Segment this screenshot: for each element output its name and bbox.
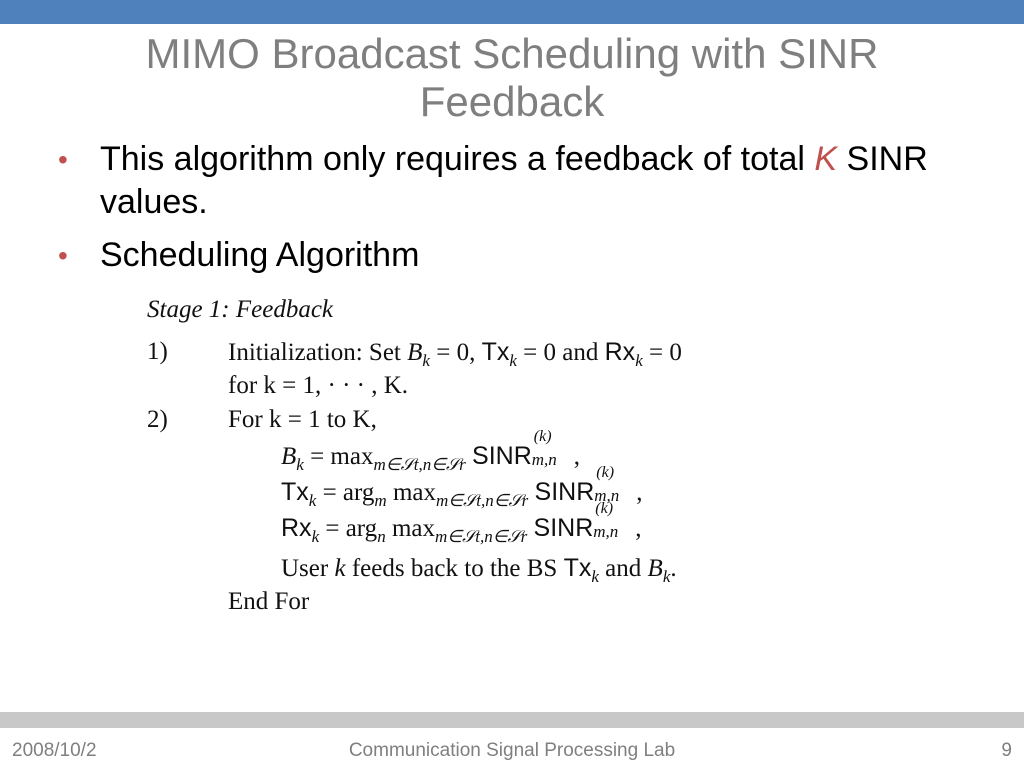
page-number: 9: [1001, 740, 1012, 761]
max-op: = max: [310, 443, 374, 470]
eq-zero: = 0,: [436, 339, 476, 366]
sub-k: k: [308, 491, 317, 510]
eq-zero: = 0: [648, 339, 682, 366]
max-subscript: m∈𝒮t,n∈𝒮r: [435, 491, 529, 510]
sub-k: k: [509, 351, 517, 370]
slide-title: MIMO Broadcast Scheduling with SINR Feedback: [145, 30, 879, 125]
rx-line: $Rx_k = arg_n$ $\max_{m\in 𝒮t,n\in 𝒮r}$ SINR (k) m,n ,: [281, 500, 642, 546]
max-op: max: [392, 479, 436, 506]
var-tx: Tx: [281, 478, 309, 506]
footer-bar: [0, 712, 1024, 728]
max-op: max: [391, 515, 435, 542]
init-line: [228, 338, 682, 371]
bullet-item-scheduling: [58, 234, 958, 277]
sinr-indices: (k) m,n: [594, 464, 620, 505]
var-tx: Tx: [563, 554, 592, 582]
sub-k: k: [662, 567, 671, 586]
sub-k: k: [311, 527, 320, 546]
bullet-text-end: SINR values.: [100, 140, 928, 221]
arg-op: = arg: [322, 479, 375, 506]
bullet-dot-icon: •: [58, 240, 68, 271]
algorithm-block: [147, 296, 867, 626]
eq-zero: = 0: [523, 339, 557, 366]
sub-k: k: [635, 351, 643, 370]
sinr-indices: (k) m,n: [531, 428, 557, 469]
footer-date: 2008/10/2: [12, 740, 97, 761]
arg-op: = arg: [325, 515, 378, 542]
var-b: B: [281, 443, 297, 470]
sinr: SINR: [534, 478, 595, 506]
bullet-text: Scheduling Algorithm: [100, 236, 420, 274]
user-text: User: [281, 555, 329, 582]
var-b: B: [407, 339, 423, 366]
max-subscript: m∈𝒮t,n∈𝒮r: [373, 455, 466, 474]
stage-heading: Stage 1: Feedback: [147, 296, 334, 323]
tx-line: $Tx_k = arg_m$ $\max_{m\in 𝒮t,n\in 𝒮r}$ SINR (k) m,n ,: [281, 464, 643, 510]
arg-sub: n: [377, 527, 386, 546]
feeds-text: feeds back to the BS: [351, 555, 558, 582]
math-variable-k: K: [814, 140, 838, 178]
max-subscript: m∈𝒮t,n∈𝒮r: [434, 527, 528, 546]
sinr-indices: (k) m,n: [593, 500, 619, 541]
footer-lab-name: Communication Signal Processing Lab: [348, 740, 676, 761]
var-k: k: [334, 555, 346, 582]
end-for: End For: [228, 588, 310, 615]
bullet-item-feedback: [58, 138, 958, 224]
and-text: and: [562, 339, 599, 366]
sub-k: k: [422, 351, 430, 370]
bullet-text: This algorithm only requires a feedback of total: [100, 140, 805, 178]
init-text: Initialization: Set: [228, 339, 401, 366]
sinr: SINR: [533, 514, 594, 542]
var-tx: Tx: [481, 338, 510, 366]
user-line: User k feeds back to the BS $Tx_k$ and $B_k$.: [281, 554, 677, 586]
step-number: 2): [147, 406, 168, 433]
sub-k: k: [591, 567, 599, 586]
var-b: B: [647, 555, 663, 582]
and-text: and: [605, 555, 642, 582]
sinr: SINR: [472, 442, 532, 470]
var-rx: Rx: [281, 514, 312, 542]
sub-k: k: [296, 455, 304, 474]
bullet-dot-icon: •: [58, 144, 68, 175]
bullet-list: [58, 138, 958, 287]
top-accent-bar: [0, 0, 1024, 24]
arg-sub: m: [374, 491, 387, 510]
var-rx: Rx: [604, 338, 636, 366]
init-line-2: for k = 1, · · · , K.: [228, 372, 409, 399]
step-number: 1): [147, 338, 168, 365]
for-line: For k = 1 to K,: [228, 406, 377, 433]
bk-line: $B_k = \max_{m\in 𝒮t,n\in 𝒮r}$ SINR (k) m,n ,: [281, 428, 581, 474]
